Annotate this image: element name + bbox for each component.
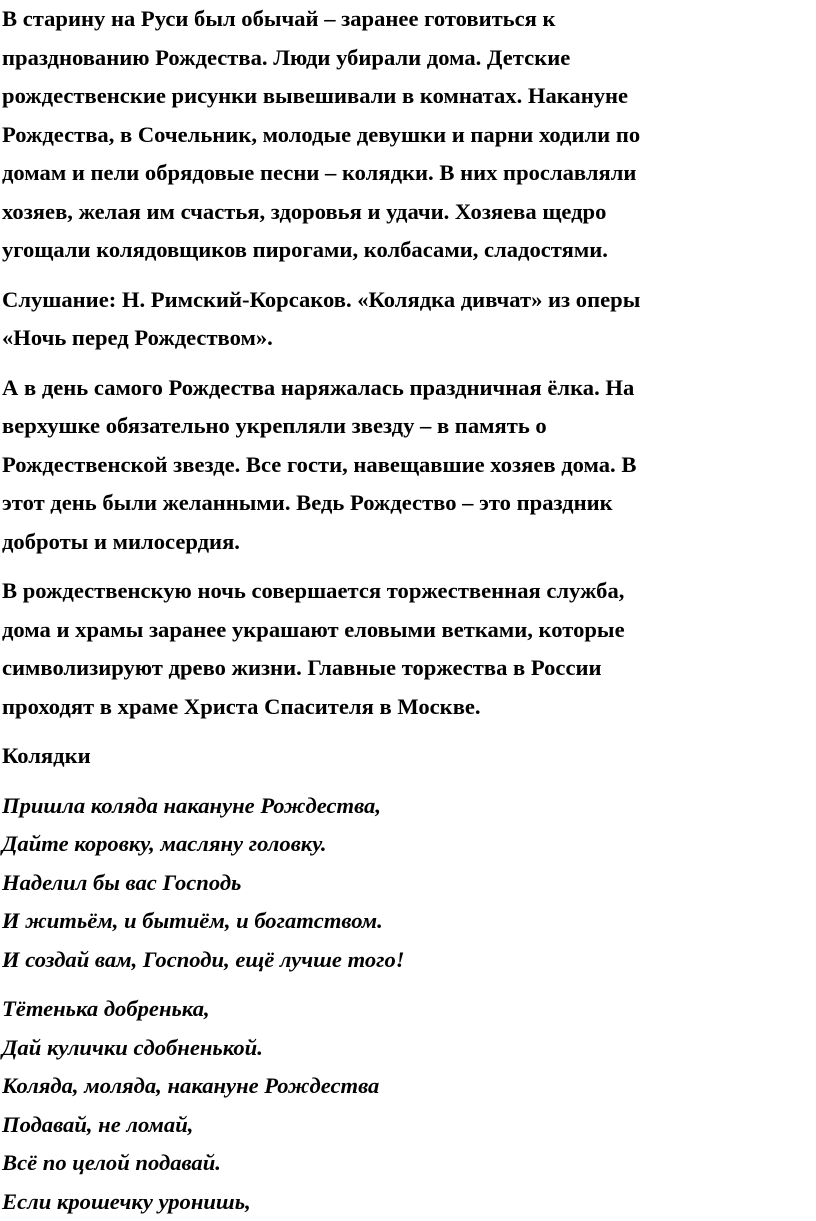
paragraph-spacer [2,979,814,990]
text-line: верхушке обязательно укрепляли звезду – в память о [2,407,814,446]
text-line: этот день были желанными. Ведь Рождество – это праздник [2,484,814,523]
text-line: А в день самого Рождества наряжалась праздничная ёлка. На [2,369,814,408]
verse-line: Если крошечку уронишь, [2,1183,814,1221]
verse-line: Дайте коровку, масляну головку. [2,825,814,864]
paragraph-christmas-service [2,572,814,726]
heading-text: Колядки [2,737,814,776]
verse-stanza-1 [2,787,814,980]
text-line: рождественские рисунки вывешивали в комнатах. Накануне [2,77,814,116]
paragraph-spacer [2,726,814,737]
paragraph-spacer [2,358,814,369]
text-line: Рождественской звезде. Все гости, навещавшие хозяев дома. В [2,446,814,485]
text-line: доброты и милосердия. [2,523,814,562]
paragraph-spacer [2,561,814,572]
paragraph-spacer [2,776,814,787]
text-line: Рождества, в Сочельник, молодые девушки и парни ходили по [2,116,814,155]
verse-line: Наделил бы вас Господь [2,864,814,903]
text-line: угощали колядовщиков пирогами, колбасами, сладостями. [2,231,814,270]
text-line: хозяев, желая им счастья, здоровья и удачи. Хозяева щедро [2,193,814,232]
verse-line: Подавай, не ломай, [2,1106,814,1145]
paragraph-listening [2,281,814,358]
text-line: празднованию Рождества. Люди убирали дома. Детские [2,39,814,78]
text-line: В старину на Руси был обычай – заранее готовиться к [2,0,814,39]
text-line: проходят в храме Христа Спасителя в Москве. [2,688,814,727]
text-line: Слушание: Н. Римский-Корсаков. «Колядка дивчат» из оперы [2,281,814,320]
paragraph-christmas-tree [2,369,814,562]
paragraph-spacer [2,270,814,281]
verse-line: Всё по целой подавай. [2,1144,814,1183]
section-heading [2,737,814,776]
verse-line: Пришла коляда накануне Рождества, [2,787,814,826]
text-line: «Ночь перед Рождеством». [2,319,814,358]
paragraph-christmas-customs [2,0,814,270]
text-line: дома и храмы заранее украшают еловыми ветками, которые [2,611,814,650]
text-line: домам и пели обрядовые песни – колядки. В них прославляли [2,154,814,193]
verse-line: И житьём, и бытиём, и богатством. [2,902,814,941]
verse-stanza-2 [2,990,814,1221]
verse-line: Коляда, моляда, накануне Рождества [2,1067,814,1106]
verse-line: Тётенька добренька, [2,990,814,1029]
document-page [2,0,814,1221]
text-line: символизируют древо жизни. Главные торжества в России [2,649,814,688]
verse-line: И создай вам, Господи, ещё лучше того! [2,941,814,980]
verse-line: Дай кулички сдобненькой. [2,1029,814,1068]
text-line: В рождественскую ночь совершается торжественная служба, [2,572,814,611]
